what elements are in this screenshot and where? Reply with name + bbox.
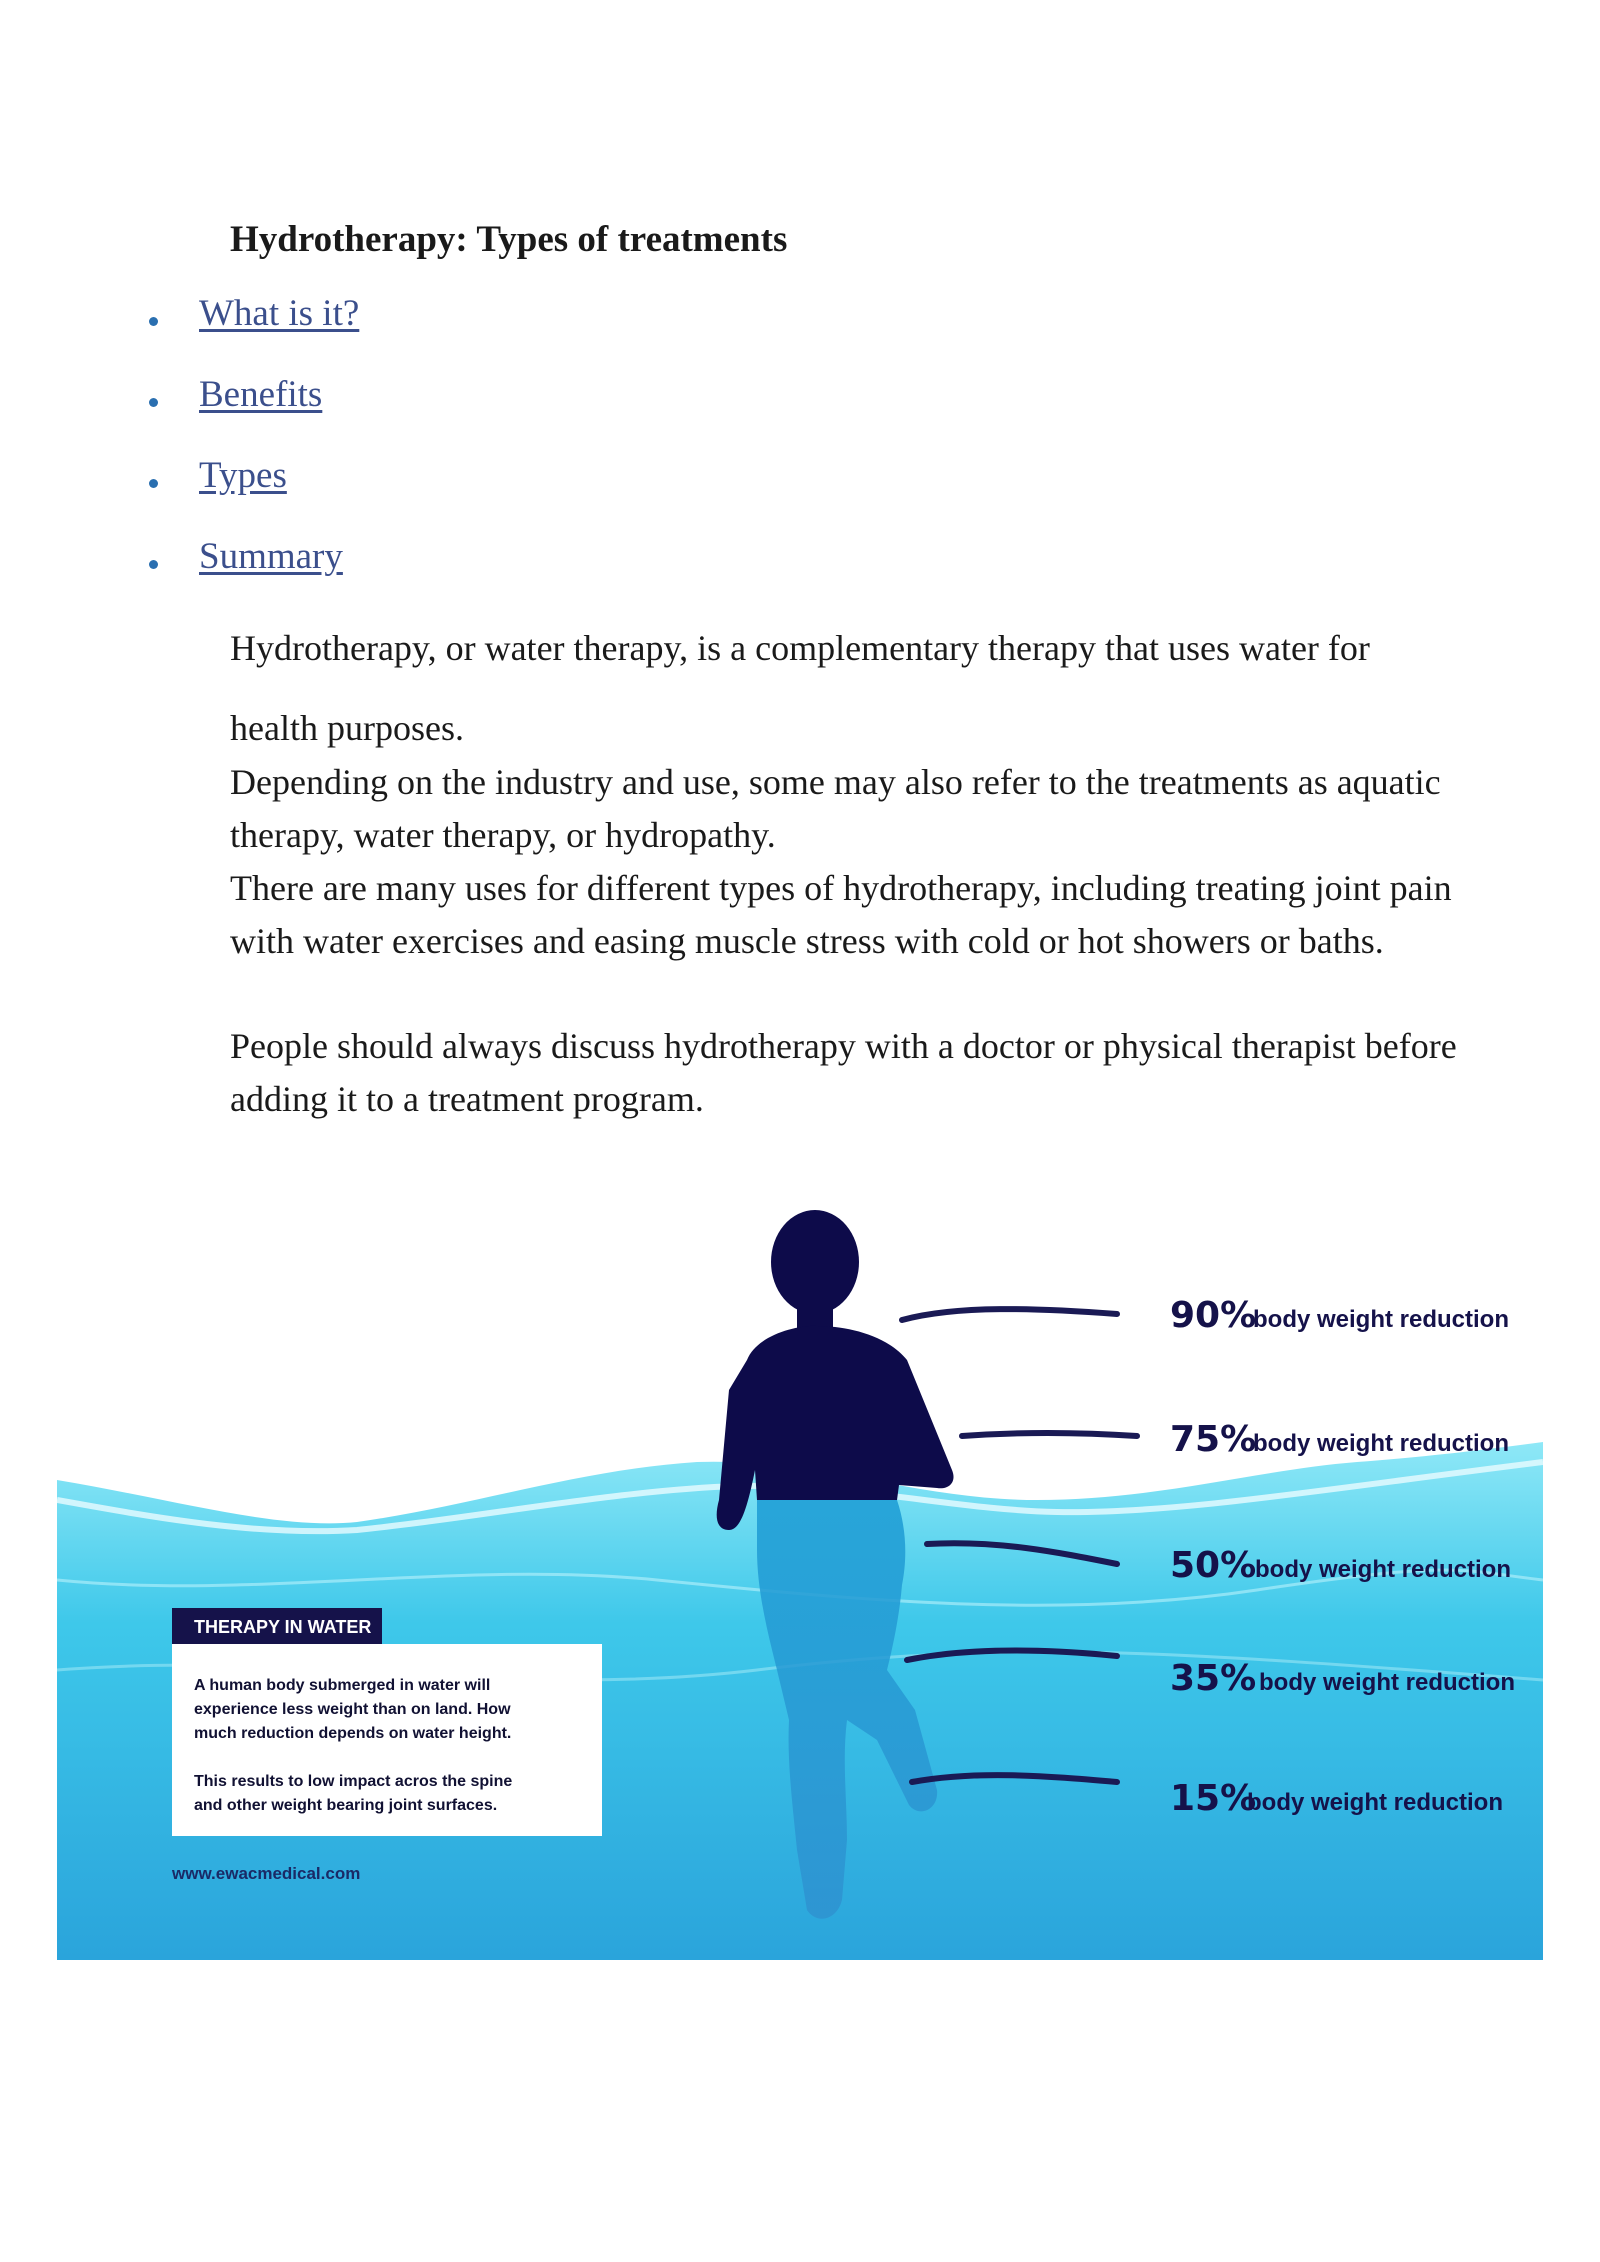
level-percent: 35% [1170, 1658, 1257, 1699]
toc-link-types[interactable]: Types [199, 455, 287, 496]
bullet-icon [149, 560, 158, 569]
info-box-line: much reduction depends on water height. [194, 1725, 512, 1742]
page-title: Hydrotherapy: Types of treatments [230, 219, 788, 260]
toc-link-benefits[interactable]: Benefits [199, 374, 323, 415]
bullet-icon [149, 398, 158, 407]
hydrotherapy-infographic [57, 1200, 1543, 1960]
bullet-icon [149, 317, 158, 326]
toc-link-what-is-it[interactable]: What is it? [199, 293, 360, 334]
level-percent: 75% [1170, 1419, 1257, 1460]
level-label: body weight reduction [1255, 1556, 1511, 1583]
level-label: body weight reduction [1259, 1669, 1515, 1696]
info-box-line: experience less weight than on land. How [194, 1701, 511, 1718]
toc-link-summary[interactable]: Summary [199, 536, 343, 577]
names-paragraph: Depending on the industry and use, some may also refer to the treatments as aquatic therapy, water therapy, or hydropathy. [230, 762, 1441, 855]
advice-paragraph: People should always discuss hydrotherapy with a doctor or physical therapist before adding it to a treatment program. [230, 1026, 1457, 1119]
website-url: www.ewacmedical.com [172, 1864, 361, 1883]
info-box-line: A human body submerged in water will [194, 1677, 491, 1694]
intro-paragraph-line2: health purposes. [230, 708, 464, 748]
level-label: body weight reduction [1253, 1430, 1509, 1457]
level-percent: 90% [1170, 1295, 1257, 1336]
intro-paragraph-line1: Hydrotherapy, or water therapy, is a complementary therapy that uses water for [230, 628, 1370, 668]
level-percent: 50% [1170, 1545, 1257, 1586]
level-label: body weight reduction [1253, 1306, 1509, 1333]
level-percent: 15% [1170, 1778, 1257, 1819]
uses-paragraph: There are many uses for different types of hydrotherapy, including treating joint pain with water exercises and easing muscle stress with cold or hot showers or baths. [230, 868, 1452, 961]
info-box-line: This results to low impact acros the spine [194, 1773, 513, 1790]
info-box-line: and other weight bearing joint surfaces. [194, 1797, 498, 1814]
level-label: body weight reduction [1247, 1789, 1503, 1816]
bullet-icon [149, 479, 158, 488]
info-box-title: THERAPY IN WATER [194, 1617, 372, 1637]
